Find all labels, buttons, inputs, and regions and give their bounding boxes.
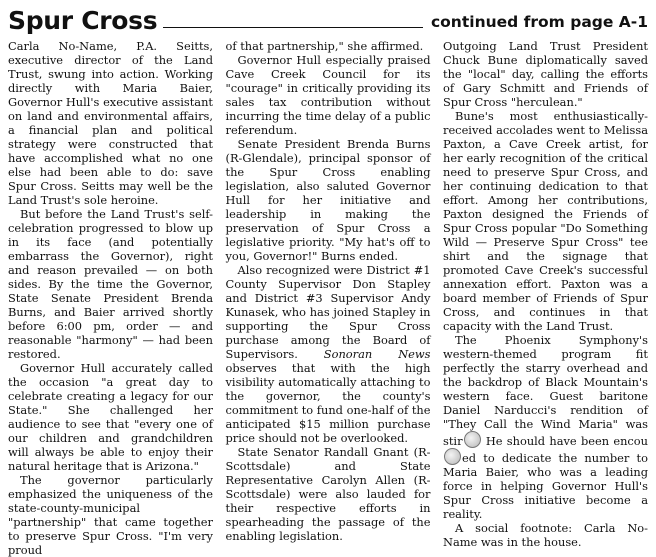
publication-name: Sonoran News <box>323 347 431 361</box>
paragraph-text: ed to dedicate the number to Maria Baier, who was a leading force in helping Governor Hull's Spur Cross initiative become a reality. <box>443 451 648 521</box>
paragraph <box>226 263 431 445</box>
paragraph-text: He should have been encou <box>485 434 649 448</box>
paragraph: The governor particularly emphasized the uniqueness of the state-county-municipal "partnership" that came together to preserve Spur Cross. "I'm very proud <box>8 473 213 557</box>
continued-label: continued from page A-1 <box>430 13 648 31</box>
paragraph: Governor Hull especially praised Cave Creek Council for its "courage" in critically providing its sales tax contribution without incurring the time delay of a public referendum. <box>225 53 431 137</box>
column-2 <box>226 39 431 557</box>
column-3 <box>443 39 648 557</box>
header-rule <box>163 27 423 28</box>
paragraph: Senate President Brenda Burns (R-Glendale), principal sponsor of the Spur Cross enabling legislation, also saluted Governor Hull for her initiative and leadership in making the preservation of Spur Cross a legislative priority. "My hat's off to you, Governor!" Burns ended. <box>225 137 431 263</box>
paragraph: Outgoing Land Trust President Chuck Bune diplomatically saved the "local" day, calling the efforts of Gary Schmitt and Friends of Spur Cross "herculean." <box>443 39 648 109</box>
circle-logo-icon <box>444 448 461 465</box>
circle-logo-icon <box>464 431 481 448</box>
paragraph: A social footnote: Carla No-Name was in the house. <box>443 521 648 549</box>
paragraph: Bune's most enthusiastically-received accolades went to Melissa Paxton, a Cave Creek artist, for her early recognition of the critical need to preserve Spur Cross, and her continuing dedication to that effort. Among her contributions, Paxton designed the Friends of Spur Cross popular "Do Something Wild — Preserve Spur Cross" tee shirt and the signage that promoted Cave Creek's successful annexation effort. Paxton was a board member of Friends of Spur Cross, and continues in that capacity with the Land Trust. <box>443 109 648 333</box>
paragraph-text: observes that with the high visibility automatically attaching to the governor, the county's commitment to fund one-half of the anticipated $15 million purchase price should not be overlooked. <box>225 361 431 445</box>
article-header <box>8 4 648 34</box>
paragraph-text: Also recognized were District #1 County Supervisor Don Stapley and District #3 Supervisor Andy Kunasek, who has joined Stapley in supporting the Spur Cross purchase among the Board of Supervisors. <box>225 263 431 361</box>
column-1 <box>8 39 213 557</box>
article-columns <box>8 39 648 557</box>
paragraph-text: The Phoenix Symphony's western-themed program fit perfectly the starry overhead and the backdrop of Black Mountain's western face. Guest baritone Daniel Narducci's rendition of "They Call the Wind Maria" was stir <box>443 333 648 448</box>
paragraph: Governor Hull accurately called the occasion "a great day to celebrate creating a legacy for our State." She challenged her audience to see that "every one of our children and grandchildren will always be able to enjoy their natural heritage that is Arizona." <box>8 361 213 473</box>
paragraph <box>443 333 648 521</box>
paragraph: State Senator Randall Gnant (R-Scottsdale) and State Representative Carolyn Allen (R-Scottsdale) were also lauded for their respective efforts in spearheading the passage of the enabling legislation. <box>225 445 431 543</box>
article-title: Spur Cross <box>8 6 158 35</box>
paragraph: of that partnership," she affirmed. <box>225 39 424 53</box>
paragraph: But before the Land Trust's self-celebration progressed to blow up in its face (and potentially embarrass the Governor), right and reason prevailed — on both sides. By the time the Governor, State Senate President Brenda Burns, and Baier arrived shortly before 6:00 pm, order — and reasonable "harmony" — had been restored. <box>8 207 213 361</box>
paragraph: Carla No-Name, P.A. Seitts, executive director of the Land Trust, swung into action. Working directly with Maria Baier, Governor Hull's executive assistant on land and environmental affairs, a financial plan and political strategy were constructed that have accomplished what no one else had been able to do: save Spur Cross. Seitts may well be the Land Trust's sole heroine. <box>8 39 213 207</box>
